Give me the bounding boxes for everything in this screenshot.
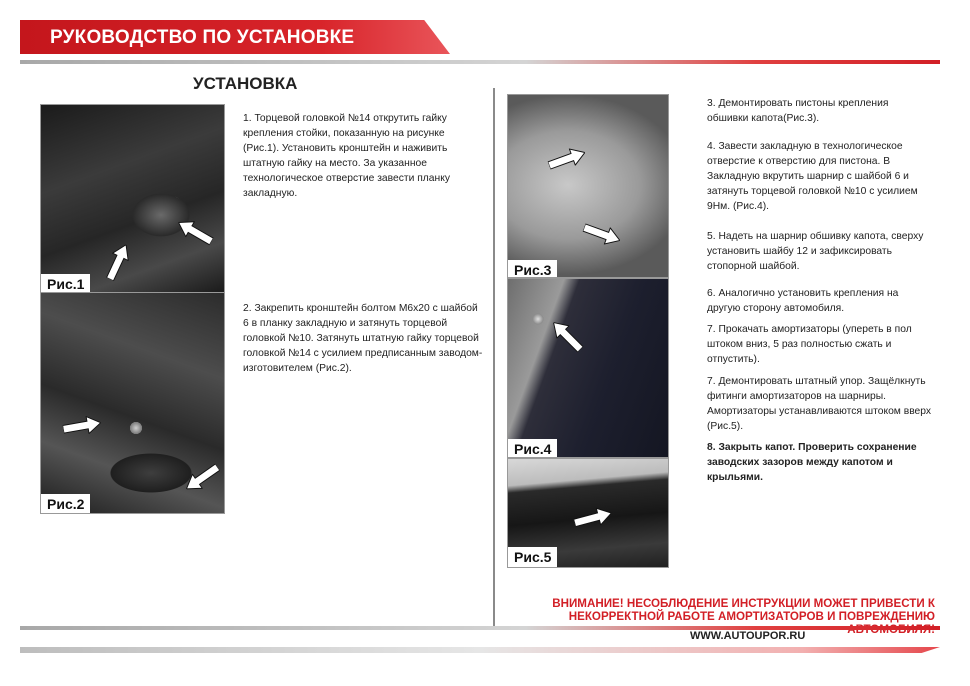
arrow-icon xyxy=(174,215,216,250)
arrow-icon xyxy=(181,460,222,497)
figure-4-photo xyxy=(507,278,669,458)
footer-stripe xyxy=(20,647,940,653)
website-link[interactable]: WWW.AUTOUPOR.RU xyxy=(690,630,806,642)
arrow-icon xyxy=(547,316,587,356)
arrow-icon xyxy=(62,414,103,438)
warning-line-1: ВНИМАНИЕ! НЕСОБЛЮДЕНИЕ ИНСТРУКЦИИ МОЖЕТ ПРИВЕСТИ К xyxy=(552,597,935,610)
figure-3-label: Рис.3 xyxy=(508,260,557,278)
step-3-text: 3. Демонтировать пистоны крепления обшивки капота(Рис.3). xyxy=(707,98,889,124)
header-divider xyxy=(20,60,940,64)
figure-2-photo xyxy=(40,292,225,514)
arrow-icon xyxy=(102,241,134,283)
step-6-text: 6. Аналогично установить крепления на другую сторону автомобиля. xyxy=(707,288,899,314)
step-4-text: 4. Завести закладную в технологическое отверстие к отверстию для пистона. В Закладную вкрутить шарнир с шайбой 6 и затянуть торцевой головкой №10 с усилием 9Нм. (Рис.4). xyxy=(707,141,918,212)
figure-3-photo xyxy=(507,94,669,278)
figure-1-photo xyxy=(40,104,225,294)
figure-5-photo xyxy=(507,458,669,568)
figure-5-label: Рис.5 xyxy=(508,547,557,567)
arrow-icon xyxy=(581,219,623,249)
step-7b-text: 7. Демонтировать штатный упор. Защёлкнуть фитинги амортизаторов на шарниры. Амортизаторы устанавливаются штоком вверх (Рис.5). xyxy=(707,376,932,432)
arrow-icon xyxy=(546,144,588,174)
figure-4-label: Рис.4 xyxy=(508,439,557,458)
column-divider xyxy=(493,88,495,628)
section-title: УСТАНОВКА xyxy=(193,74,298,93)
step-1-text: 1. Торцевой головкой №14 открутить гайку крепления стойки, показанную на рисунке (Рис.1). Установить кронштейн и наживить штатную гайку на место. За указанное технологическое отверстие завести планку закладную. xyxy=(243,113,450,199)
step-7a-text: 7. Прокачать амортизаторы (упереть в пол штоком вниз, 5 раз полностью сжать и отпустить). xyxy=(707,324,912,365)
step-2-text: 2. Закрепить кронштейн болтом М6х20 с шайбой 6 в планку закладную и затянуть торцевой головкой №10. Затянуть штатную гайку торцевой головкой №14 с усилием предписанным заводом-изготовителем (Рис.2). xyxy=(243,303,483,374)
step-5-text: 5. Надеть на шарнир обшивку капота, сверху установить шайбу 12 и зафиксировать стопорной шайбой. xyxy=(707,231,924,272)
figure-2-label: Рис.2 xyxy=(41,494,90,514)
page-title: РУКОВОДСТВО ПО УСТАНОВКЕ xyxy=(50,27,355,48)
figure-1-label: Рис.1 xyxy=(41,274,90,294)
step-8-text: 8. Закрыть капот. Проверить сохранение заводских зазоров между капотом и крыльями. xyxy=(707,442,917,483)
arrow-icon xyxy=(572,504,613,531)
warning-line-2: НЕКОРРЕКТНОЙ РАБОТЕ АМОРТИЗАТОРОВ И ПОВРЕЖДЕНИЮ xyxy=(568,610,935,623)
